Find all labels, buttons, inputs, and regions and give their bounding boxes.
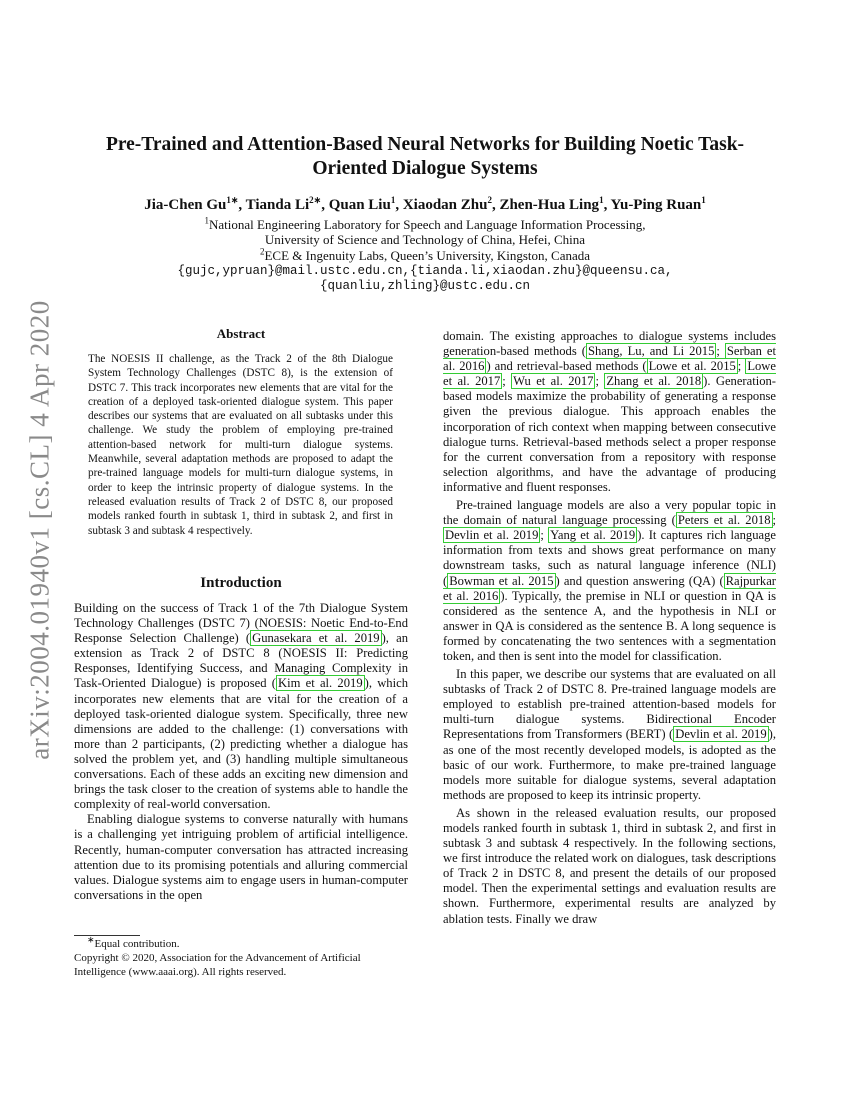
citation-link[interactable]: Devlin et al. 2019 [675, 727, 767, 742]
citation-link[interactable]: Bowman et al. 2015 [449, 573, 554, 588]
citation-link[interactable]: Wu et al. 2017 [513, 374, 594, 389]
author-name: Tianda Li [245, 197, 310, 213]
citation-link[interactable]: Rajpurkar et al. 2016 [443, 573, 776, 603]
right-column-body [443, 329, 776, 927]
equal-contribution-note: ∗Equal contribution. [87, 934, 180, 950]
intro-paragraph-2: Enabling dialogue systems to converse naturally with humans is a challenging yet intriguing problem of artificial intelligence. Recently, human-computer conversation has attracted increasing attention due to its promising potentials and alluring commercial values. Dialogue systems aim to engage users in human-computer conversations in the open [74, 812, 408, 902]
citation-link[interactable]: Kim et al. 2019 [277, 676, 363, 691]
citation-link[interactable]: Zhang et al. 2018 [606, 374, 702, 389]
intro-paragraph-4: In this paper, we describe our systems that are evaluated on all subtasks of Track 2 of DSTC 8. Pre-trained language models are employed to establish pre-trained attention-based models for multi-turn dialogue systems. Bidirectional Encoder Representations from Transformers (BERT) ( Devlin et al. 2019 ), as one of the most recently developed models, is adopted as the basic of our work. Furthermore, to make pre-trained language models more suitable for dialogue systems, several adaptation methods are proposed to keep its intrinsic property. [443, 667, 776, 802]
citation-link[interactable]: Lowe et al. 2017 [443, 359, 776, 389]
intro-paragraph-5: As shown in the released evaluation results, our proposed models ranked fourth in subtask 1, third in subtask 2, and first in subtask 3 and subtask 4 respectively. In the following sections, we first introduce the related work on dialogues, task descriptions of Track 2 in DSTC 8, and present the details of our proposed model. Then the experimental settings and evaluation results are shown. Furthermore, experimental results are analyzed by ablation tests. Finally we draw [443, 805, 776, 926]
author-mark: 2∗ [309, 195, 322, 205]
intro-paragraph-1: Building on the success of Track 1 of the 7th Dialogue System Technology Challenges (DSTC 7) (NOESIS: Noetic End-to-End Response Selection Challenge) ( Gunasekara et al. 2019 ), an extension as Track 2 of DSTC 8 (NOESIS II: Predicting Responses, Identifying Success, and Managing Complexity in Task-Oriented Dialogue) is proposed ( Kim et al. 2019 ), which incorporates new elements that are vital for the creation of a deployed task-oriented dialogue system. Specifically, three new dimensions are added to the challenge: (1) conversations with more than 2 participants, (2) predicting whether a dialogue has solved the problem yet, and (3) handling multiple simultaneous conversations. Each of these adds an exciting new dimension and brings the task closer to the creation of systems able to handle the complexity of real-world conversation. [74, 601, 408, 812]
abstract-heading: Abstract [216, 326, 266, 341]
citation-link[interactable]: Serban et al. 2016 [443, 344, 776, 374]
affiliation-2: $^2$ECE & Ingenuity Labs, Queen’s University, Kingston, Canada [259, 246, 591, 263]
author-mark: 1 [701, 195, 706, 205]
citation-link[interactable]: Lowe et al. 2015 [648, 359, 736, 374]
email-line-2: {quanliu,zhling}@ustc.edu.cn [319, 279, 531, 293]
author-name: Quan Liu [328, 197, 391, 213]
author-name: Jia-Chen Gu [144, 197, 227, 213]
author-mark: 2 [487, 195, 492, 205]
arxiv-stamp [16, 300, 64, 760]
author-mark: 1∗ [226, 195, 239, 205]
citation-link[interactable]: Shang, Lu, and Li 2015 [587, 344, 715, 359]
affiliation-1-line-2: University of Science and Technology of China, Hefei, China [264, 232, 586, 247]
abstract-text: The NOESIS II challenge, as the Track 2 of the 8th Dialogue System Technology Challenges (DSTC 8), is the extension of DSTC 7. This track incorporates new elements that are vital for the creation of a deployed task-oriented dialogue system. This paper describes our systems that are evaluated on all subtasks under this challenge. We study the problem of employing pre-trained attention-based network for multi-turn dialogue systems. Meanwhile, several adaptation methods are proposed to adapt the pre-trained language models for multi-turn dialogue systems, in order to keep the intrinsic property of dialogue systems. In the released evaluation results of Track 2 of DSTC 8, our proposed models ranked fourth in subtask 1, third in subtask 2, and first in subtask 3 and subtask 4 respectively. [88, 353, 393, 537]
author-name: Yu-Ping Ruan [610, 197, 702, 213]
footnote-rule [74, 935, 140, 936]
author-name: Xiaodan Zhu [402, 197, 488, 213]
email-line-1: {gujc,ypruan}@mail.ustc.edu.cn,{tianda.li,xiaodan.zhu}@queensu.ca, [177, 264, 673, 278]
left-column-body [74, 601, 408, 903]
footnote [74, 934, 408, 979]
intro-paragraph-3: Pre-trained language models are also a very popular topic in the domain of natural language processing ( Peters et al. 2018 ; Devlin et al. 2019 ; Yang et al. 2019 ). It captures rich language information from texts and shows great performance on many downstream tasks, such as natural language inference (NLI) ( Bowman et al. 2015 ) and question answering (QA) ( Rajpurkar et al. 2016 ). Typically, the premise in NLI or question in QA is considered as the sentence A, and the hypothesis in NLI or answer in QA is considered as the sentence B. A long sequence is formed by concatenating the two sentences with a segmentation token, and then is sent into the model for classification. [443, 498, 776, 663]
paper-title: Pre-Trained and Attention-Based Neural Networks for Building Noetic Task-Oriented Dialogue Systems [105, 134, 745, 179]
affiliation-1-line-1: $^1$National Engineering Laboratory for Speech and Language Information Processing, [204, 215, 646, 232]
citation-link[interactable]: Yang et al. 2019 [550, 528, 636, 543]
citation-link[interactable]: Gunasekara et al. 2019 [252, 631, 380, 646]
citation-link[interactable]: Peters et al. 2018 [677, 513, 771, 528]
author-mark: 1 [390, 195, 396, 205]
arxiv-id: arXiv:2004.01940v1 [cs.CL] 4 Apr 2020 [24, 300, 55, 760]
intro-paragraph-2-continued: domain. The existing approaches to dialogue systems includes generation-based methods ( Shang, Lu, and Li 2015 ; Serban et al. 2016 ) and retrieval-based methods ( Lowe et al. 2015 ; Lowe et al. 2017 ; Wu et al. 2017 ; Zhang et al. 2018 ). Generation-based models maximize the probability of generating a response given the previous dialogue. This approach enables the incorporation of rich context when mapping between consecutive dialogue turns. Retrieval-based methods select a proper response for the current conversation from a repository with response selection algorithms, and have the advantage of producing informative and fluent responses. [443, 329, 776, 494]
introduction-heading: Introduction [200, 575, 282, 591]
copyright-note: Copyright © 2020, Association for the Advancement of Artificial Intelligence (www.aaai.org). All rights reserved. [74, 952, 361, 978]
author-list: Jia-Chen $Gu^{1∗}$, Tianda $Li^{2∗}$, Quan Liu$^1$, Xiaodan Zhu$^2$, Zhen-Hua Ling$^1$, Yu-Ping Ruan$^1$ [144, 195, 706, 213]
author-name: Zhen-Hua Ling [499, 197, 600, 213]
author-mark: 1 [599, 195, 604, 205]
citation-link[interactable]: Devlin et al. 2019 [445, 528, 539, 543]
